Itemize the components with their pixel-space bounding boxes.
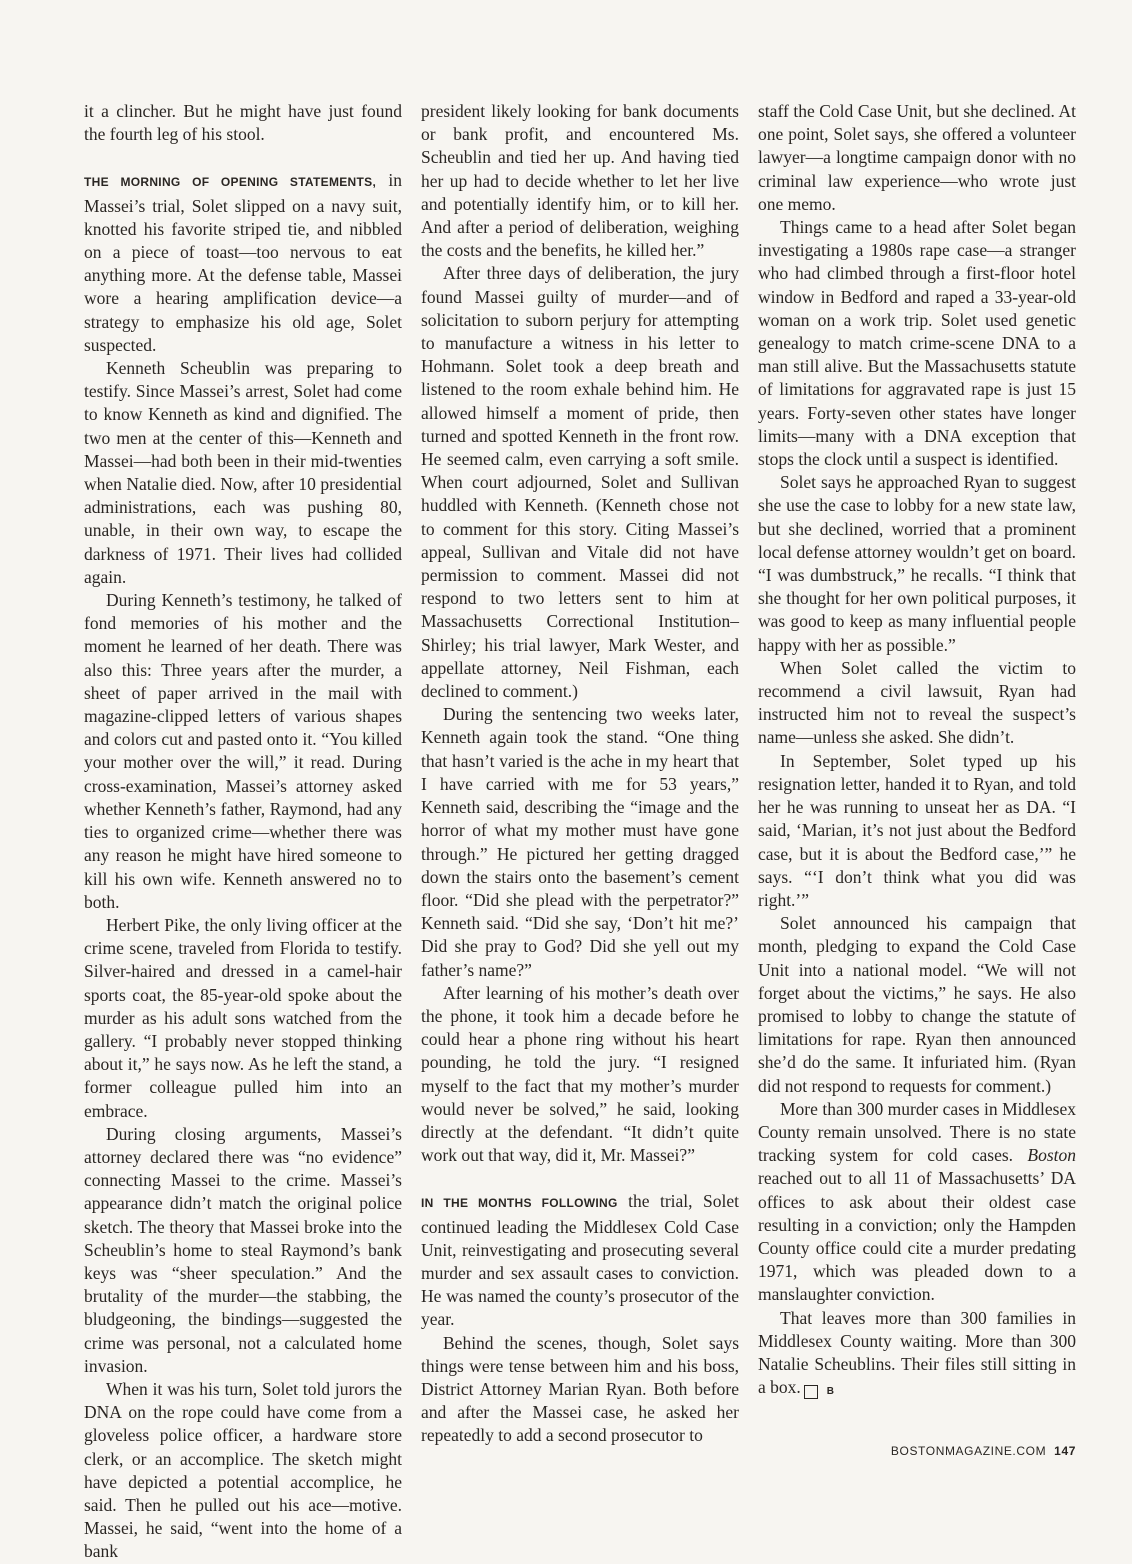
paragraph: Behind the scenes, though, Solet says things were tense between him and his boss, District Attorney Marian Ryan. Both before and after the Massei case, he asked her repeatedly to add a second prosecutor to: [421, 1332, 739, 1446]
paragraph: staff the Cold Case Unit, but she declined. At one point, Solet says, she offered a volunteer lawyer—a longtime campaign donor with no criminal law experience—who wrote just one memo.: [758, 101, 1076, 214]
paragraph: During Kenneth’s testimony, he talked of fond memories of his mother and the moment he learned of her death. There was also this: Three years after the murder, a sheet of paper arrived in the mail with magazine-clipped letters of various shapes and colors cut and pasted onto it. “You killed your mother over the will,” it read. During cross-examination, Massei’s attorney asked whether Kenneth’s father, Raymond, had any ties to organized crime—whether there was any reason he might have hired someone to kill his own wife. Kenneth answered no to both.: [84, 590, 402, 912]
paragraph: During closing arguments, Massei’s attorney declared there was “no evidence” connecting Massei to the crime. Massei’s appearance didn’t match the original police sketch. The theory that Massei broke into the Scheublin’s home to steal Raymond’s bank keys was “sheer speculation.” And the brutality of the murder—the stabbing, the bludgeoning, the bindings—suggested the crime was personal, not a calculated home invasion.: [84, 1123, 402, 1376]
paragraph-text: More than 300 murder cases in Middlesex County remain unsolved. There is no state tracking system for cold cases.: [758, 1098, 1076, 1166]
page-number: 147: [1054, 1444, 1076, 1458]
end-mark-icon: B: [804, 1385, 818, 1399]
paragraph: [758, 1307, 1076, 1400]
paragraph: Solet says he approached Ryan to suggest she use the case to lobby for a new state law, but she declined, worried that a prominent local defense attorney wouldn’t get on board. “I was dumbstruck,” he recalls. “I think that she thought for her own political purposes, it was good to keep as many influential people happy with her as possible.”: [758, 472, 1076, 655]
paragraph: Kenneth Scheublin was preparing to testify. Since Massei’s arrest, Solet had come to know Kenneth as kind and dignified. The two men at the center of this—Kenneth and Massei—had both been in their mid-twenties when Natalie died. Now, after 10 presidential administrations, each was pushing 80, unable, in their own way, to escape the darkness of 1971. Their lives had collided again.: [84, 358, 402, 587]
paragraph: Herbert Pike, the only living officer at the crime scene, traveled from Florida to testify. Silver-haired and dressed in a camel-hair sports coat, the 85-year-old spoke about the murder as his adult sons watched from the gallery. “I probably never stopped thinking about it,” he says now. As he left the stand, a former colleague pulled him into an embrace.: [84, 914, 402, 1121]
paragraph: During the sentencing two weeks later, Kenneth again took the stand. “One thing that hasn’t varied is the ache in my heart that I have carried with me for 53 years,” Kenneth said, describing the “image and the horror of what my mother must have gone through.” He pictured her getting dragged down the stairs onto the basement’s cement floor. “Did she plead with the perpetrator?” Kenneth said. “Did she say, ‘Don’t hit me?’ Did she pray to God? Did she yell out my father’s name?”: [421, 704, 739, 980]
paragraph-text: the trial, Solet continued leading the Middlesex Cold Case Unit, reinvestigating and prosecuting several murder and sex assault cases to conviction. He was named the county’s prosecutor of the year.: [421, 1191, 739, 1330]
article-column-1: [84, 100, 402, 1564]
paragraph: In September, Solet typed up his resignation letter, handed it to Ryan, and told her he was running to unseat her as DA. “I said, ‘Marian, it’s not just about the Bedford case, but it is about the Bedford case,’” he says. “‘I don’t think what you did was right.’”: [758, 750, 1076, 910]
paragraph: When it was his turn, Solet told jurors the DNA on the rope could have come from a gloveless police officer, a hardware store clerk, or an accomplice. The sketch might have depicted a potential accomplice, he said. Then he pulled out his ace—motive. Massei, he said, “went into the home of a bank: [84, 1378, 402, 1562]
paragraph: Solet announced his campaign that month, pledging to expand the Cold Case Unit into a national model. “We will not forget about the victims,” he says. He also promised to lobby to change the statute of limitations for rape. Ryan then announced she’d do the same. It infuriated him. (Ryan did not respond to requests for comment.): [758, 913, 1076, 1096]
paragraph: it a clincher. But he might have just found the fourth leg of his stool.: [84, 101, 402, 145]
magazine-name-italic: Boston: [1027, 1145, 1076, 1166]
paragraph: president likely looking for bank documents or bank profit, and encountered Ms. Scheublin and tied her up. And having tied her up had to decide whether to let her live and potentially identify him, or to kill her. And after a period of deliberation, weighing the costs and the benefits, he killed her.”: [421, 101, 739, 261]
section-paragraph: [421, 1190, 739, 1331]
paragraph-text: That leaves more than 300 families in Middlesex County waiting. More than 300 Natalie Scheublins. Their files still sitting in a box.: [758, 1307, 1076, 1398]
section-paragraph: [84, 169, 402, 357]
article-column-3: [758, 100, 1076, 1399]
paragraph-text: in Massei’s trial, Solet slipped on a navy suit, knotted his favorite striped tie, and nibbled on a piece of toast—too nervous to eat anything more. At the defense table, Massei wore a hearing amplification device—a strategy to emphasize his old age, Solet suspected.: [84, 170, 402, 355]
section-lead-in: IN THE MONTHS FOLLOWING: [421, 1196, 618, 1211]
paragraph: When Solet called the victim to recommend a civil lawsuit, Ryan had instructed him not to reveal the suspect’s name—unless she asked. She didn’t.: [758, 657, 1076, 748]
article-column-2: [421, 100, 739, 1448]
paragraph: Things came to a head after Solet began investigating a 1980s rape case—a stranger who had climbed through a first-floor hotel window in Bedford and raped a 33-year-old woman on a work trip. Solet used genetic genealogy to match crime-scene DNA to a man still alive. But the Massachusetts statute of limitations for aggravated rape is just 15 years. Forty-seven other states have longer limits—many with a DNA exception that stops the clock until a suspect is identified.: [758, 217, 1076, 470]
section-lead-in: THE MORNING OF OPENING STATEMENTS,: [84, 175, 377, 190]
page-footer: [891, 1444, 1076, 1458]
paragraph: After learning of his mother’s death over the phone, it took him a decade before he could hear a phone ring without his heart pounding, he told the jury. “I resigned myself to the fact that my mother’s murder would never be solved,” he said, looking directly at the defendant. “It didn’t quite work out that way, did it, Mr. Massei?”: [421, 982, 739, 1166]
paragraph: After three days of deliberation, the jury found Massei guilty of murder—and of solicitation to suborn perjury for attempting to manufacture a witness in his letter to Hohmann. Solet took a deep breath and listened to the room exhale behind him. He allowed himself a moment of pride, then turned and spotted Kenneth in the front row. He seemed calm, even carrying a soft smile. When court adjourned, Solet and Sullivan huddled with Kenneth. (Kenneth chose not to comment for this story. Citing Massei’s appeal, Sullivan and Vitale did not have permission to comment. Massei did not respond to two letters sent to him at Massachusetts Correctional Institution–Shirley; his trial lawyer, Mark Wester, and appellate attorney, Neil Fishman, each declined to comment.): [421, 263, 739, 702]
paragraph: [758, 1098, 1076, 1307]
website-url: BOSTONMAGAZINE.COM: [890, 1444, 1047, 1458]
paragraph-text: reached out to all 11 of Massachusetts’ DA offices to ask about their oldest case resulting in a conviction; only the Hampden County office could cite a murder predating 1971, which was pleaded down to a manslaughter conviction.: [758, 1168, 1076, 1305]
